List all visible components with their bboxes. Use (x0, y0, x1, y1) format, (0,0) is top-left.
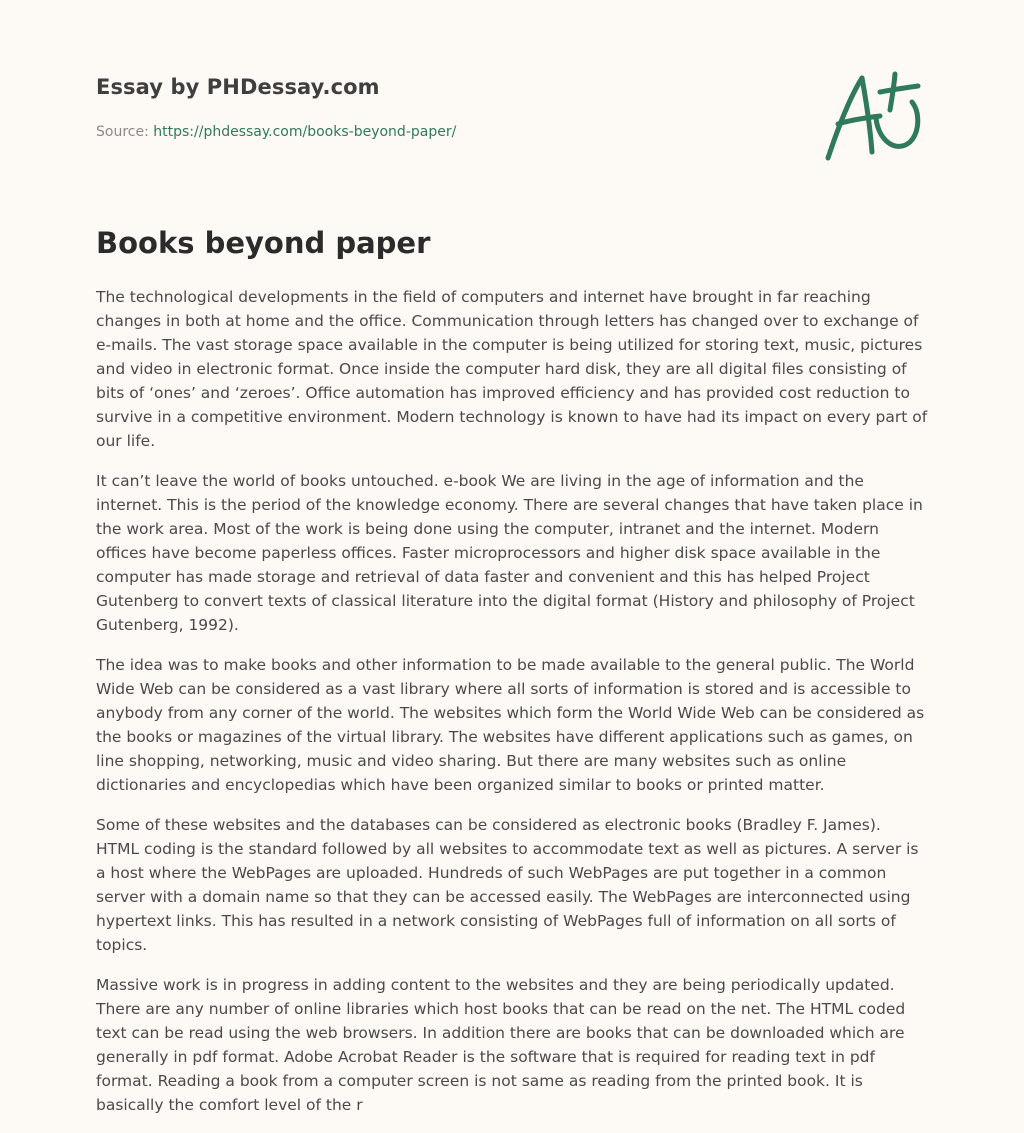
essay-paragraph: Some of these websites and the databases can be considered as electronic books (Bradley F. James). HTML coding is the standard followed by all websites to accommodate text as well as pictures. A server is a host where the WebPages are uploaded. Hundreds of such WebPages are put together in a common server with a domain name so that they can be accessed easily. The WebPages are interconnected using hypertext links. This has resulted in a network consisting of WebPages full of information on all sorts of topics. (96, 816, 919, 954)
essay-paragraph: It can’t leave the world of books untouched. e-book We are living in the age of information and the internet. This is the period of the knowledge economy. There are several changes that have taken place in the work area. Most of the work is being done using the computer, intranet and the internet. Modern offices have become paperless offices. Faster microprocessors and higher disk space available in the computer has made storage and retrieval of data faster and convenient and this has helped Project Gutenberg to convert texts of classical literature into the digital format (History and philosophy of Project Gutenberg, 1992). (96, 472, 923, 634)
site-title: Essay by PHDessay.com (96, 75, 380, 99)
source-label: Source: (96, 124, 154, 140)
source-link[interactable]: https://phdessay.com/books-beyond-paper/ (153, 124, 457, 140)
page (96, 0, 928, 1114)
essay-paragraph: The technological developments in the field of computers and internet have brought in far reaching changes in both at home and the office. Communication through letters has changed over to exchange of e-mails. The vast storage space available in the computer is being utilized for storing text, music, pictures and video in electronic format. Once inside the computer hard disk, they are all digital files consisting of bits of ‘ones’ and ‘zeroes’. Office automation has improved efficiency and has provided cost reduction to survive in a competitive environment. Modern technology is known to have had its impact on every part of our life. (96, 288, 928, 450)
a-plus-logo-icon (824, 70, 924, 162)
essay-paragraph: The idea was to make books and other information to be made available to the general public. The World Wide Web can be considered as a vast library where all sorts of information is stored and is accessible to anybody from any corner of the world. The websites which form the World Wide Web can be considered as the books or magazines of the virtual library. The websites have different applications such as games, on line shopping, networking, music and video sharing. But there are many websites such as online dictionaries and encyclopedias which have been organized similar to books or printed matter. (96, 656, 925, 794)
essay-paragraph: Massive work is in progress in adding content to the websites and they are being periodically updated. There are any number of online libraries which host books that can be read on the net. The HTML coded text can be read using the web browsers. In addition there are books that can be downloaded which are generally in pdf format. Adobe Acrobat Reader is the software that is required for reading text in pdf format. Reading a book from a computer screen is not same as reading from the printed book. It is basically the comfort level of the r (96, 976, 906, 1114)
header (96, 0, 928, 200)
essay-title: Books beyond paper (96, 226, 431, 260)
source-line (96, 124, 456, 140)
essay-body (96, 285, 928, 1133)
